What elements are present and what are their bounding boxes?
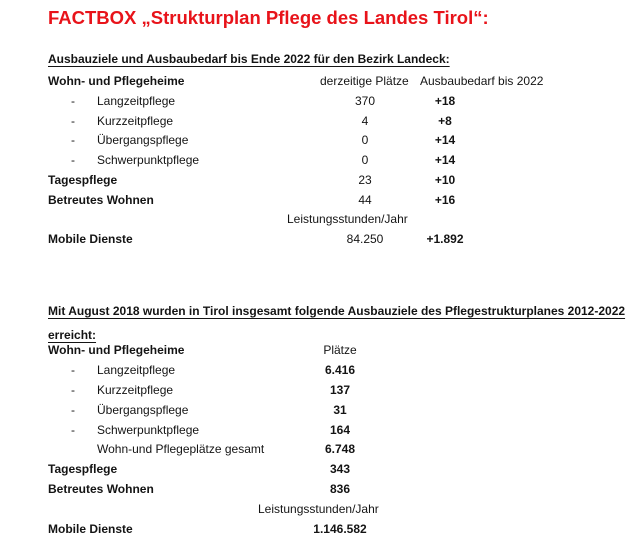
table-header-row [0,341,640,361]
row-label: Schwerpunktpflege [97,153,200,167]
table-row-mobile-dienste [0,230,640,250]
section2-heading [48,299,625,347]
column-header-current-places: derzeitige Plätze [320,74,409,88]
value-places: 31 [333,402,347,417]
value-places: 6.416 [324,362,356,377]
value-places: 137 [329,382,351,397]
section2-heading-line2: erreicht: [48,328,97,342]
row-group-label: Wohn- und Pflegeheime [48,343,185,357]
table-row-mobile-dienste [0,520,640,540]
column-header-places: Plätze [323,343,357,357]
value-need: +14 [434,133,456,148]
table-row-betreutes-wohnen [0,191,640,211]
unit-label: Leistungsstunden/Jahr [287,212,408,227]
list-dash: - [71,362,75,377]
value-current: 0 [361,133,369,148]
section1-heading: Ausbauziele und Ausbaubedarf bis Ende 2022 für den Bezirk Landeck: [48,52,450,66]
value-places: 1.146.582 [313,522,367,537]
table-header-row [0,72,640,92]
section2-table [0,341,640,540]
list-dash: - [71,422,75,437]
row-label: Übergangspflege [97,133,189,148]
table-row-langzeitpflege [0,361,640,381]
value-current: 370 [354,93,376,108]
value-current: 0 [361,153,369,167]
table-row-schwerpunktpflege [0,151,640,171]
row-group-label: Wohn- und Pflegeheime [48,74,185,88]
table-row-tagespflege [0,171,640,191]
value-current: 4 [361,113,369,128]
table-row-langzeitpflege [0,92,640,112]
table-row-unit [0,210,640,230]
value-places: 836 [329,482,351,497]
table-row-uebergangspflege [0,131,640,151]
section1-table [0,72,640,250]
value-current: 44 [358,192,372,207]
row-label: Mobile Dienste [48,522,133,537]
section2-heading-line1: Mit August 2018 wurden in Tirol insgesamt folgende Ausbauziele des Pflegestrukturplanes 2012-2022 [48,304,626,318]
value-need: +1.892 [426,232,464,246]
table-row-unit [0,500,640,520]
list-dash: - [71,382,75,397]
table-row-betreutes-wohnen [0,480,640,500]
value-places: 164 [329,422,351,437]
row-label: Wohn-und Pflegeplätze gesamt [97,442,265,457]
value-places: 6.748 [324,442,356,457]
table-row-plaetze-gesamt [0,440,640,460]
value-need: +18 [434,93,456,108]
value-need: +14 [434,153,456,167]
value-need: +16 [434,192,456,207]
row-label: Tagespflege [48,462,118,477]
list-dash: - [71,113,75,128]
value-need: +10 [434,172,456,187]
unit-label: Leistungsstunden/Jahr [258,502,379,517]
value-current: 84.250 [346,232,384,246]
table-row-kurzzeitpflege [0,381,640,401]
table-row-tagespflege [0,460,640,480]
row-label: Kurzzeitpflege [97,113,174,128]
row-label: Betreutes Wohnen [48,192,154,207]
page-title: FACTBOX „Strukturplan Pflege des Landes Tirol“: [48,7,489,28]
row-label: Mobile Dienste [48,232,133,246]
table-row-schwerpunktpflege [0,421,640,441]
row-label: Langzeitpflege [97,362,176,377]
row-label: Betreutes Wohnen [48,482,154,497]
row-label: Tagespflege [48,172,118,187]
row-label: Übergangspflege [97,402,189,417]
table-row-uebergangspflege [0,401,640,421]
row-label: Kurzzeitpflege [97,382,174,397]
list-dash: - [71,402,75,417]
value-current: 23 [358,172,372,187]
list-dash: - [71,93,75,108]
table-row-kurzzeitpflege [0,112,640,132]
column-header-need-2022: Ausbaubedarf bis 2022 [420,74,544,88]
list-dash: - [71,153,75,167]
value-places: 343 [329,462,351,477]
row-label: Langzeitpflege [97,93,176,108]
list-dash: - [71,133,75,148]
row-label: Schwerpunktpflege [97,422,200,437]
value-need: +8 [438,113,452,128]
